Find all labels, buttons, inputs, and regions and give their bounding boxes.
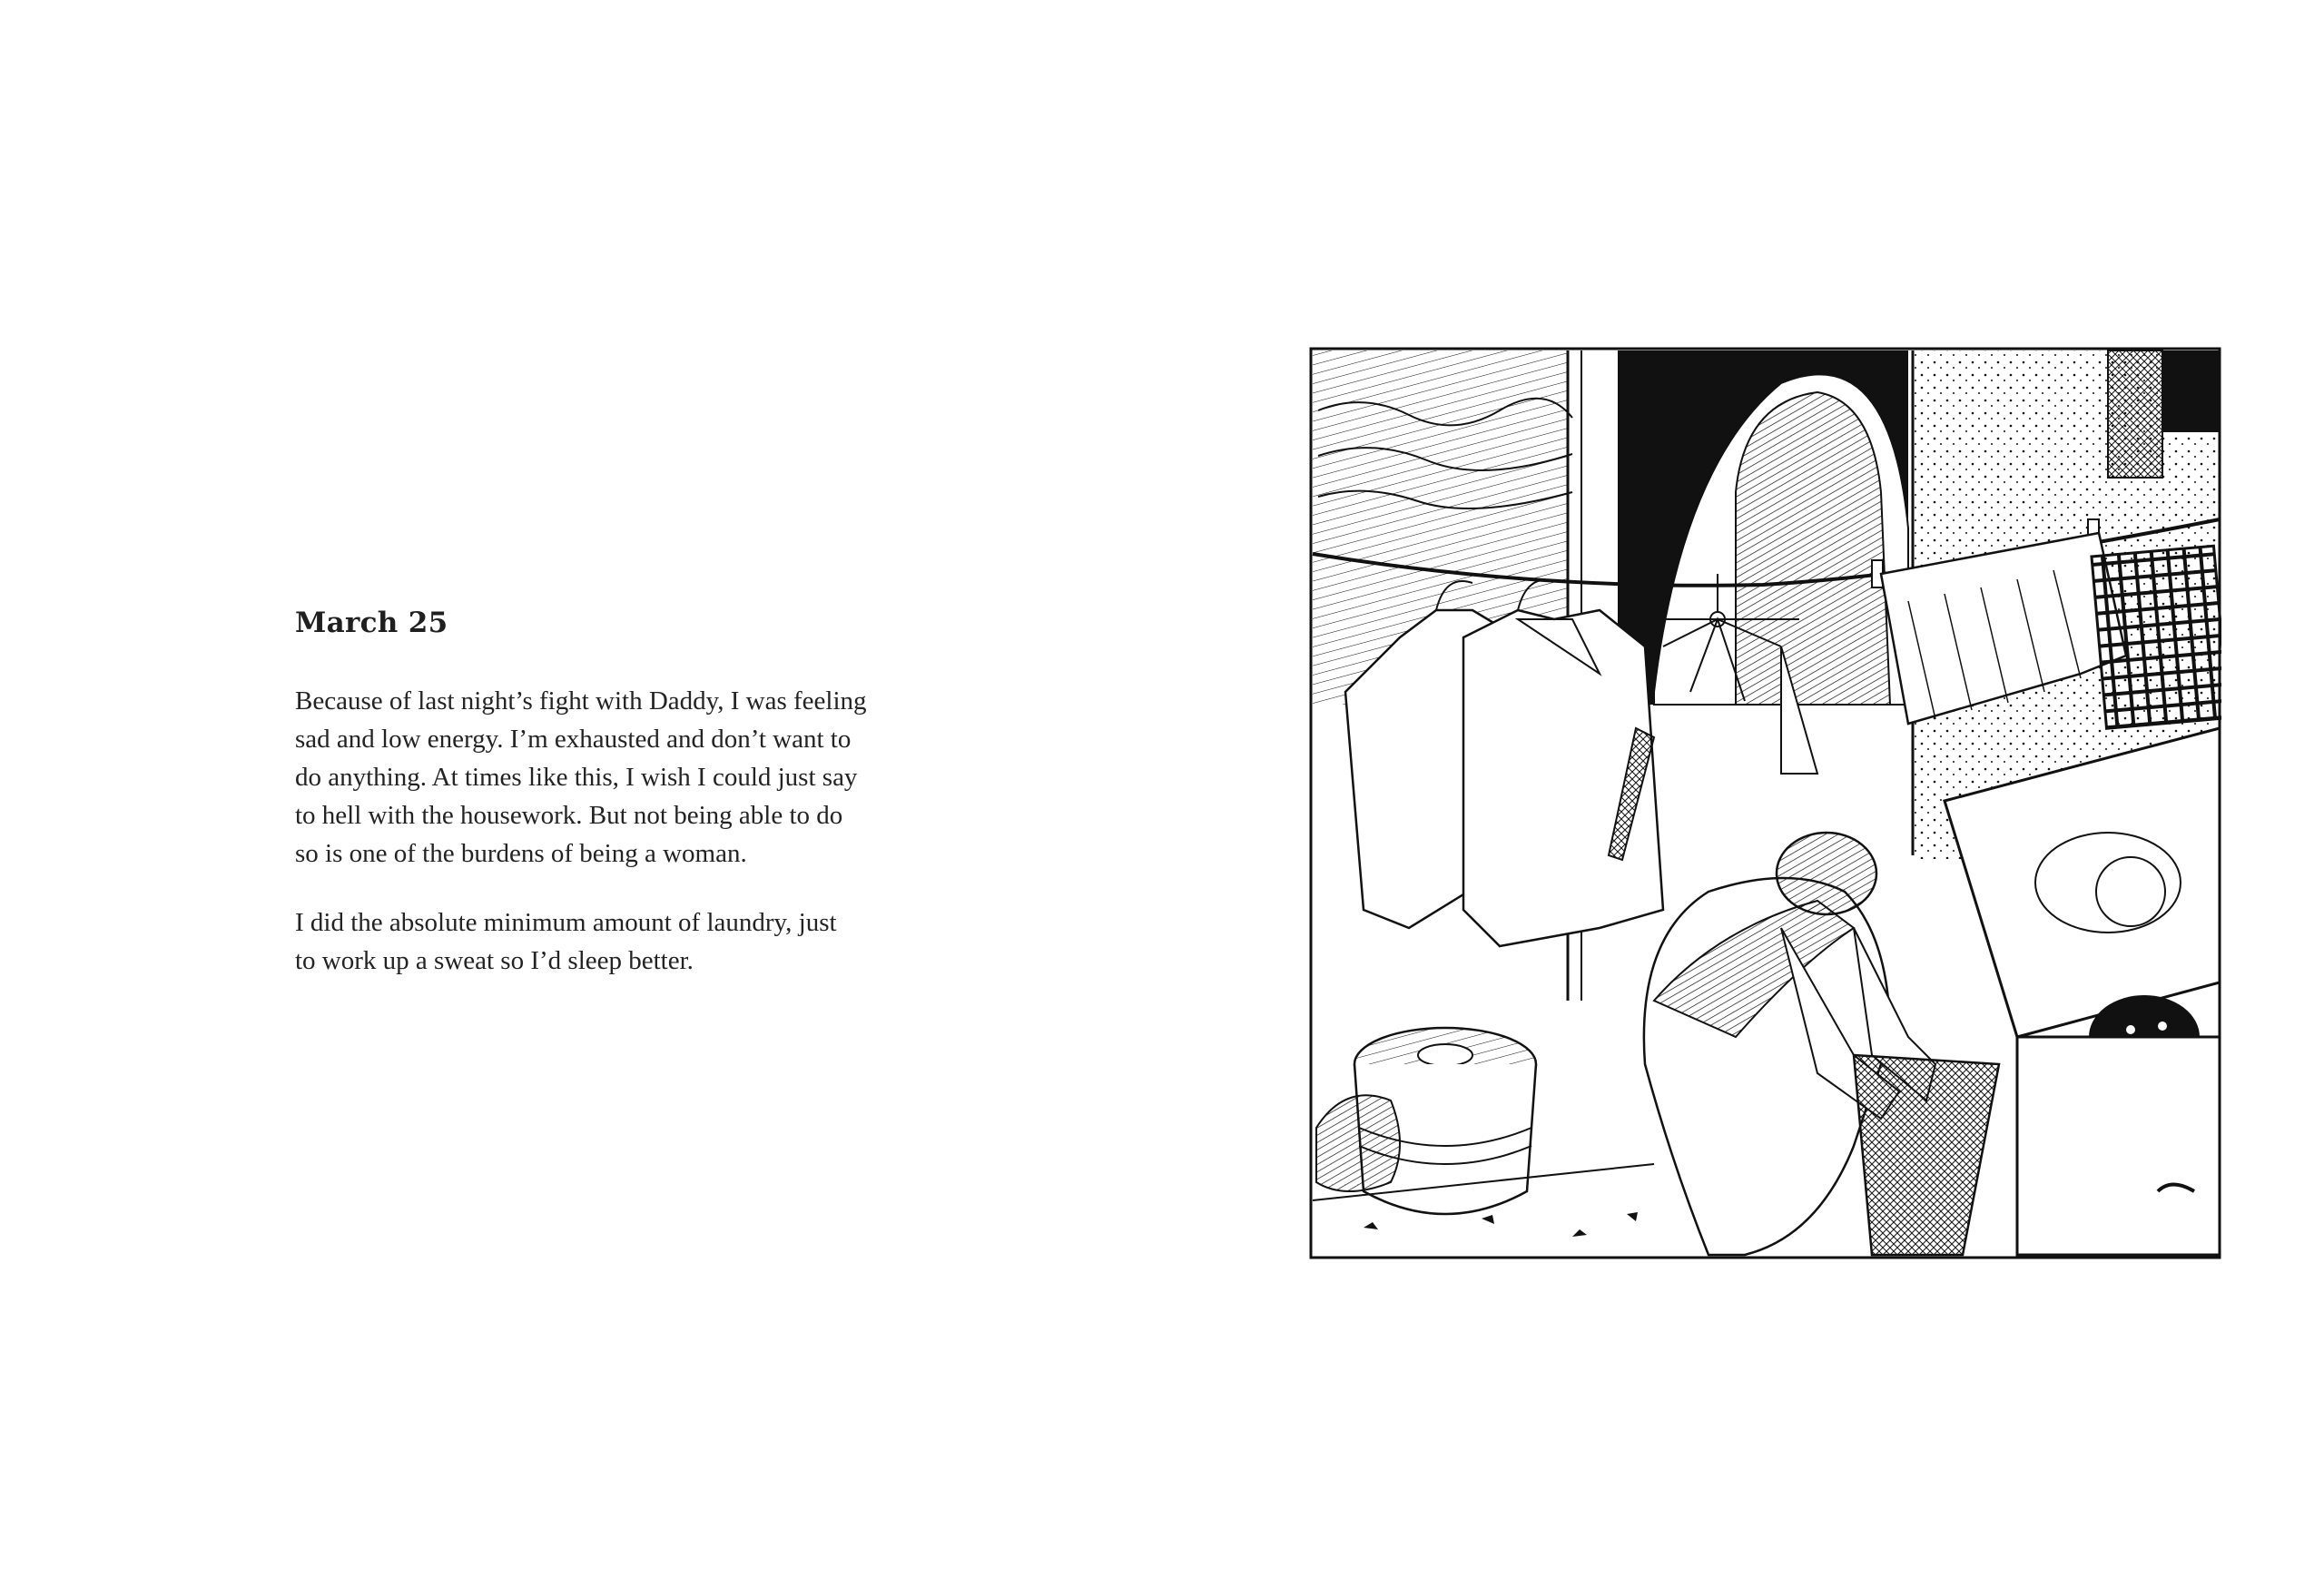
entry-date: March 25 bbox=[295, 607, 448, 639]
figure-silhouette bbox=[1736, 392, 1890, 705]
diary-entry bbox=[295, 607, 903, 1011]
checkered-towel bbox=[2092, 546, 2221, 728]
paragraph-line: to work up a sweat so I’d sleep better. bbox=[295, 946, 694, 976]
woman-head bbox=[1777, 833, 1876, 914]
paragraph-line: to hell with the housework. But not being able to do bbox=[295, 801, 843, 831]
paragraph-line: so is one of the burdens of being a woman. bbox=[295, 839, 747, 869]
paragraph-line: do anything. At times like this, I wish I could just say bbox=[295, 763, 858, 793]
paragraph-line: Because of last night’s fight with Daddy, I was feeling bbox=[295, 686, 867, 716]
entry-paragraph-2 bbox=[295, 903, 903, 980]
paragraph-line: sad and low energy. I’m exhausted and don’t want to bbox=[295, 725, 852, 755]
entry-paragraph-1 bbox=[295, 682, 903, 873]
illustration-drawing bbox=[1309, 347, 2221, 1259]
laundry-illustration bbox=[1309, 347, 2221, 1259]
paragraph-line: I did the absolute minimum amount of laundry, just bbox=[295, 908, 837, 938]
